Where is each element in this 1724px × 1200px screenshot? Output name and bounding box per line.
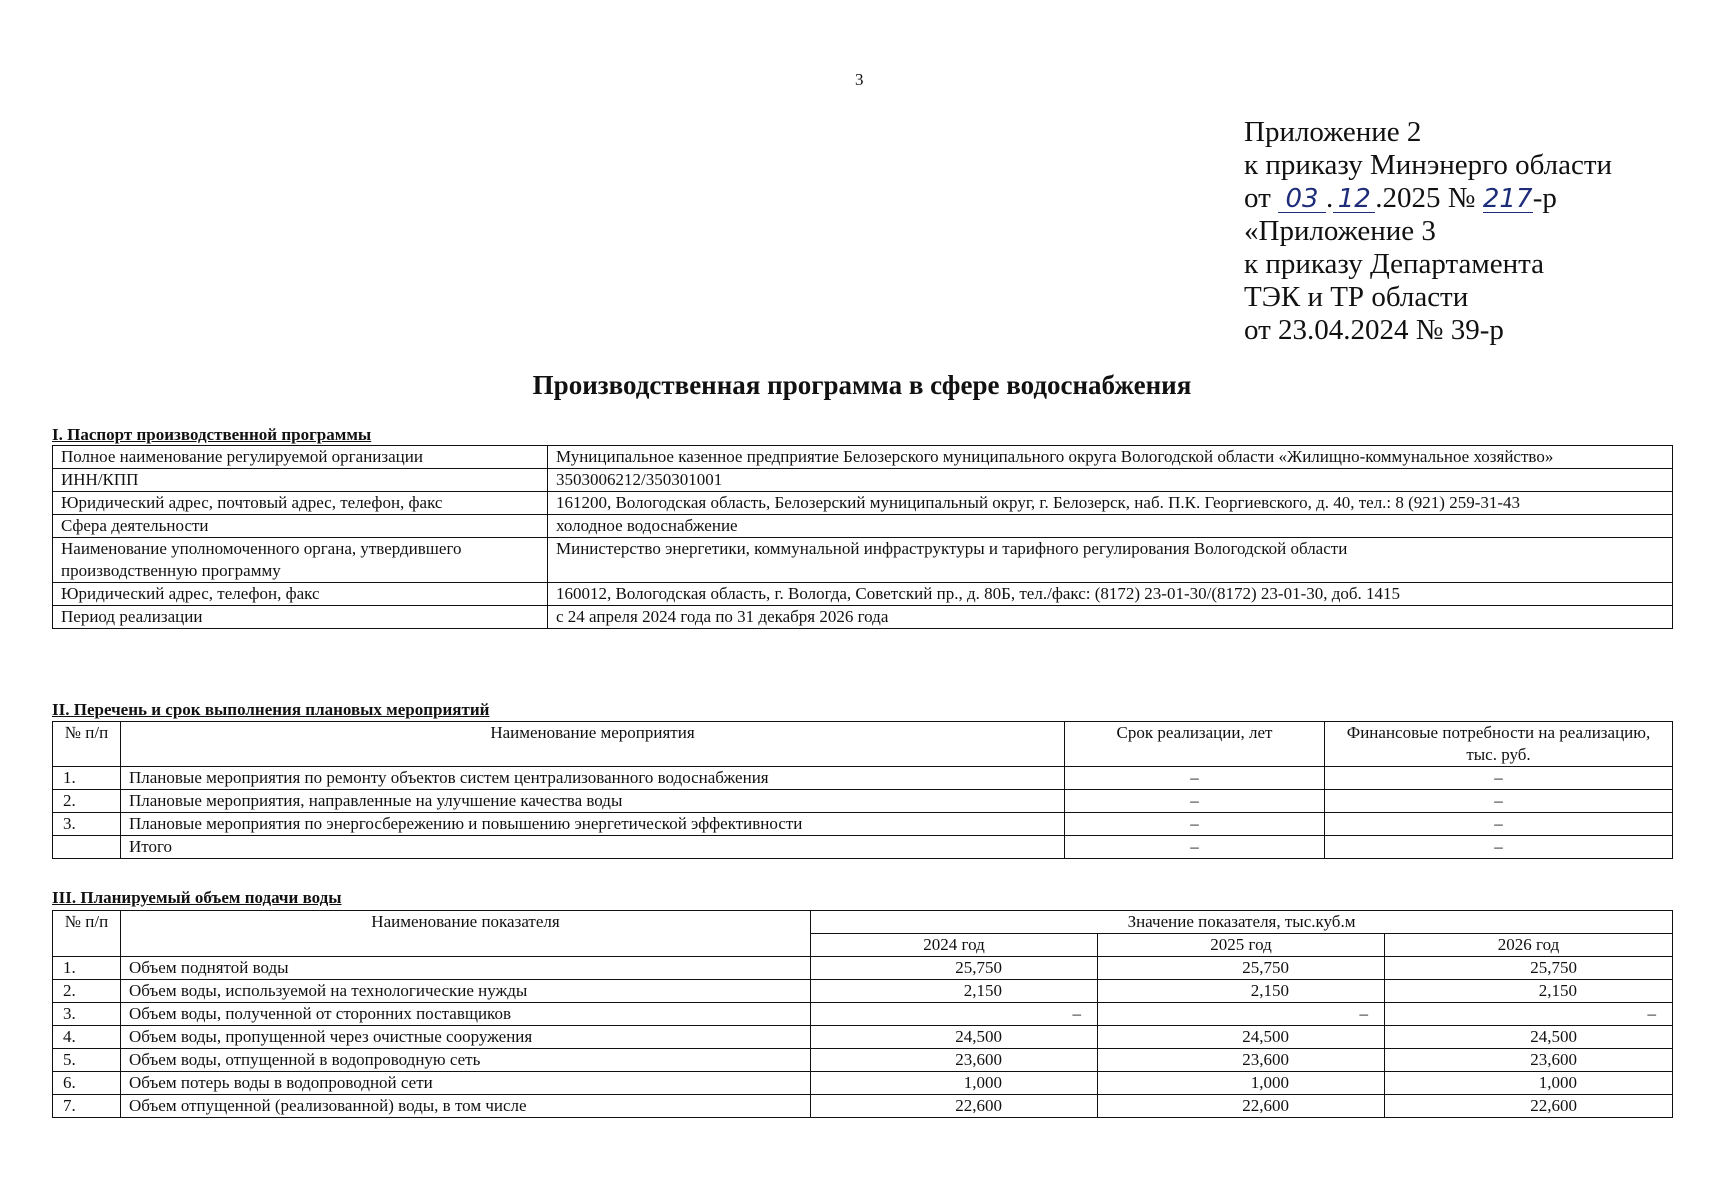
section-1-heading: I. Паспорт производственной программы <box>52 425 372 444</box>
volume-value-2025: 24,500 <box>1098 1026 1385 1049</box>
passport-row <box>53 606 1673 629</box>
volume-row <box>53 1026 1673 1049</box>
volume-indicator-name: Объем потерь воды в водопроводной сети <box>121 1072 811 1095</box>
handwritten-day: 03 <box>1278 186 1326 213</box>
volume-value-2025: 23,600 <box>1098 1049 1385 1072</box>
activity-finance: – <box>1325 767 1673 790</box>
volume-indicator-name: Объем воды, пропущенной через очистные сооружения <box>121 1026 811 1049</box>
col-header-term: Срок реализации, лет <box>1065 722 1325 767</box>
activity-row <box>53 790 1673 813</box>
activities-header-row <box>53 722 1673 767</box>
col-header-finance: Финансовые потребности на реализацию, тыс. руб. <box>1325 722 1673 767</box>
handwritten-order-number: 217 <box>1482 184 1533 214</box>
activity-row <box>53 813 1673 836</box>
appendix-line-6: ТЭК и ТР области <box>1244 281 1469 313</box>
section-3-heading: III. Планируемый объем подачи воды <box>52 888 342 907</box>
passport-value: 160012, Вологодская область, г. Вологда, Советский пр., д. 80Б, тел./факс: (8172) 23-01-30/(8172) 23-01-30, доб. 1415 <box>548 583 1673 606</box>
page-title: Производственная программа в сфере водоснабжения <box>532 370 1192 400</box>
volume-num: 1. <box>53 957 121 980</box>
page-number: 3 <box>855 70 864 89</box>
appendix-line-4: «Приложение 3 <box>1244 215 1436 247</box>
volume-row <box>53 1072 1673 1095</box>
appendix-line-7: от 23.04.2024 № 39-р <box>1244 314 1504 346</box>
appendix-date-prefix: от <box>1244 182 1271 214</box>
col-header-year-2026: 2026 год <box>1385 934 1673 957</box>
activity-row <box>53 767 1673 790</box>
activity-num: 3. <box>53 813 121 836</box>
volume-value-2026: 2,150 <box>1385 980 1673 1003</box>
volume-value-2026: 1,000 <box>1385 1072 1673 1095</box>
volume-value-2025: – <box>1098 1003 1385 1026</box>
volume-row <box>53 1003 1673 1026</box>
volume-value-2025: 22,600 <box>1098 1095 1385 1118</box>
appendix-line-5: к приказу Департамента <box>1244 248 1545 280</box>
activity-term: – <box>1065 813 1325 836</box>
appendix-line-3 <box>1244 182 1612 215</box>
passport-label: ИНН/КПП <box>53 469 548 492</box>
passport-row <box>53 515 1673 538</box>
activity-row <box>53 836 1673 859</box>
passport-row <box>53 492 1673 515</box>
passport-value: Министерство энергетики, коммунальной инфраструктуры и тарифного регулирования Вологодской области <box>548 538 1673 583</box>
passport-value: 3503006212/350301001 <box>548 469 1673 492</box>
handwritten-month: 12 <box>1333 186 1375 213</box>
activity-finance: – <box>1325 790 1673 813</box>
volume-value-2024: 23,600 <box>811 1049 1098 1072</box>
volume-indicator-name: Объем воды, полученной от сторонних поставщиков <box>121 1003 811 1026</box>
passport-label: Период реализации <box>53 606 548 629</box>
activity-term: – <box>1065 836 1325 859</box>
volume-row <box>53 957 1673 980</box>
volume-header-row-1 <box>53 911 1673 934</box>
activity-num: 2. <box>53 790 121 813</box>
volume-num: 7. <box>53 1095 121 1118</box>
volume-num: 4. <box>53 1026 121 1049</box>
volume-row <box>53 1095 1673 1118</box>
col-header-year-2024: 2024 год <box>811 934 1098 957</box>
passport-value: холодное водоснабжение <box>548 515 1673 538</box>
activities-table <box>52 721 1673 859</box>
volume-num: 2. <box>53 980 121 1003</box>
volume-value-2024: 25,750 <box>811 957 1098 980</box>
activity-term: – <box>1065 767 1325 790</box>
appendix-line-1: Приложение 2 <box>1244 116 1422 148</box>
passport-value: Муниципальное казенное предприятие Белозерского муниципального округа Вологодской области «Жилищно-коммунальное хозяйство» <box>548 446 1673 469</box>
passport-table <box>52 445 1673 629</box>
passport-row <box>53 583 1673 606</box>
appendix-line-2: к приказу Минэнерго области <box>1244 149 1613 181</box>
volume-num: 6. <box>53 1072 121 1095</box>
date-separator: . <box>1326 182 1334 214</box>
passport-label: Полное наименование регулируемой организации <box>53 446 548 469</box>
volume-num: 5. <box>53 1049 121 1072</box>
activity-term: – <box>1065 790 1325 813</box>
col-header-num: № п/п <box>53 911 121 957</box>
appendix-block <box>1244 116 1612 347</box>
volume-value-2025: 25,750 <box>1098 957 1385 980</box>
activity-num: 1. <box>53 767 121 790</box>
volume-value-2024: 22,600 <box>811 1095 1098 1118</box>
volume-value-2024: – <box>811 1003 1098 1026</box>
activity-finance: – <box>1325 813 1673 836</box>
volume-value-2024: 2,150 <box>811 980 1098 1003</box>
section-2-heading: II. Перечень и срок выполнения плановых мероприятий <box>52 700 490 719</box>
activity-name: Итого <box>121 836 1065 859</box>
volume-value-2024: 1,000 <box>811 1072 1098 1095</box>
activity-finance: – <box>1325 836 1673 859</box>
volume-row <box>53 980 1673 1003</box>
col-header-activity-name: Наименование мероприятия <box>121 722 1065 767</box>
volume-value-2026: 22,600 <box>1385 1095 1673 1118</box>
volume-value-2026: 25,750 <box>1385 957 1673 980</box>
volume-value-2026: – <box>1385 1003 1673 1026</box>
activity-name: Плановые мероприятия по энергосбережению и повышению энергетической эффективности <box>121 813 1065 836</box>
passport-value: 161200, Вологодская область, Белозерский муниципальный округ, г. Белозерск, наб. П.К. Георгиевского, д. 40, тел.: 8 (921) 259-31-43 <box>548 492 1673 515</box>
volume-indicator-name: Объем воды, используемой на технологические нужды <box>121 980 811 1003</box>
col-header-indicator-name: Наименование показателя <box>121 911 811 957</box>
volume-value-2025: 1,000 <box>1098 1072 1385 1095</box>
passport-value: с 24 апреля 2024 года по 31 декабря 2026 года <box>548 606 1673 629</box>
water-volume-table <box>52 910 1673 1118</box>
activity-name: Плановые мероприятия, направленные на улучшение качества воды <box>121 790 1065 813</box>
volume-value-2025: 2,150 <box>1098 980 1385 1003</box>
order-suffix: -р <box>1532 182 1557 214</box>
passport-row <box>53 538 1673 583</box>
volume-value-2026: 24,500 <box>1385 1026 1673 1049</box>
passport-row <box>53 446 1673 469</box>
volume-indicator-name: Объем поднятой воды <box>121 957 811 980</box>
passport-label: Юридический адрес, почтовый адрес, телефон, факс <box>53 492 548 515</box>
activity-num <box>53 836 121 859</box>
volume-indicator-name: Объем воды, отпущенной в водопроводную сеть <box>121 1049 811 1072</box>
volume-value-2026: 23,600 <box>1385 1049 1673 1072</box>
passport-label: Наименование уполномоченного органа, утвердившего производственную программу <box>53 538 548 583</box>
passport-label: Юридический адрес, телефон, факс <box>53 583 548 606</box>
col-header-value-group: Значение показателя, тыс.куб.м <box>811 911 1673 934</box>
volume-num: 3. <box>53 1003 121 1026</box>
col-header-year-2025: 2025 год <box>1098 934 1385 957</box>
passport-row <box>53 469 1673 492</box>
activity-name: Плановые мероприятия по ремонту объектов систем централизованного водоснабжения <box>121 767 1065 790</box>
col-header-num: № п/п <box>53 722 121 767</box>
volume-row <box>53 1049 1673 1072</box>
volume-indicator-name: Объем отпущенной (реализованной) воды, в том числе <box>121 1095 811 1118</box>
volume-value-2024: 24,500 <box>811 1026 1098 1049</box>
date-year-label: .2025 № <box>1375 182 1476 214</box>
passport-label: Сфера деятельности <box>53 515 548 538</box>
